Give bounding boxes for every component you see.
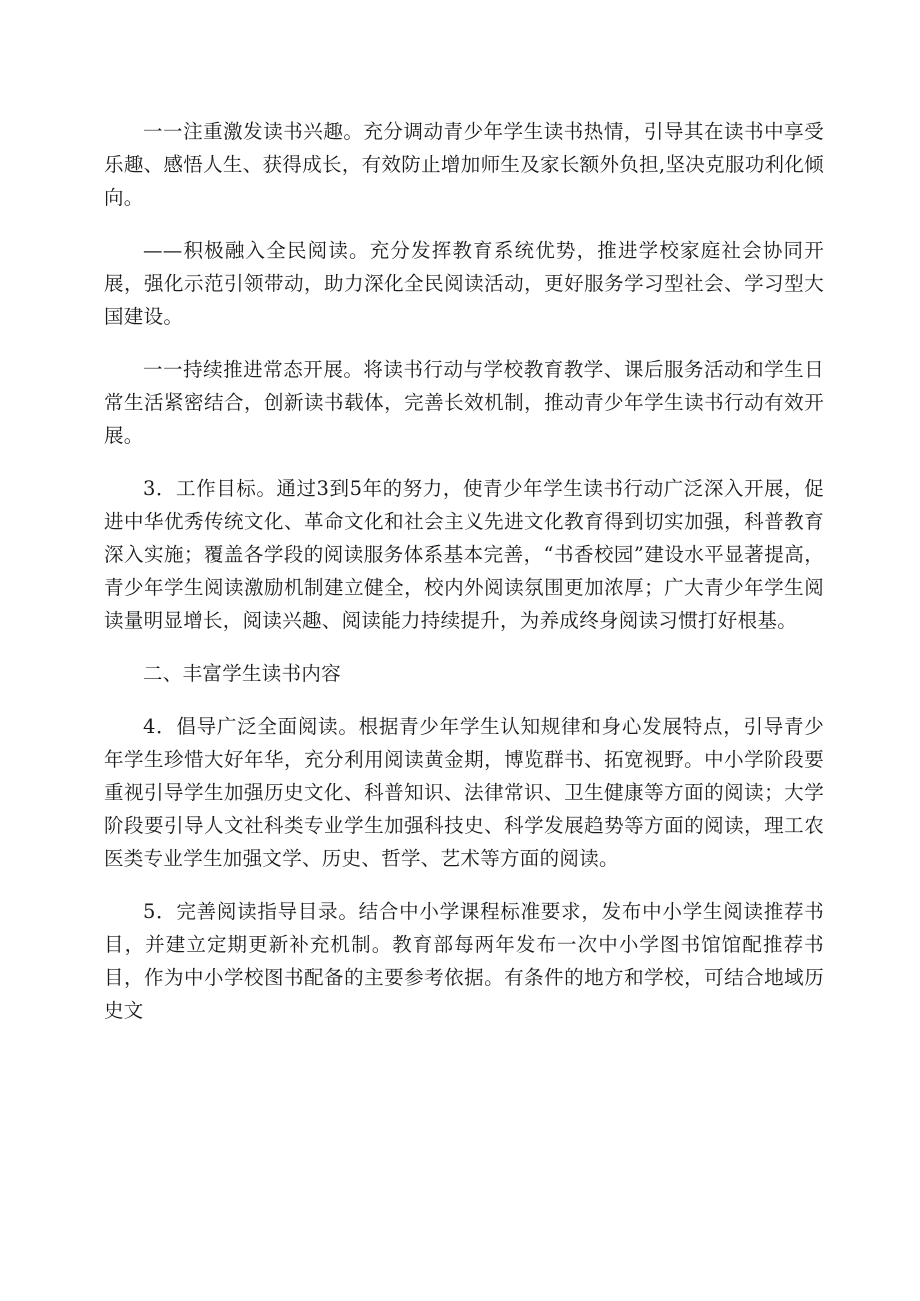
paragraph-broad-reading: 4．倡导广泛全面阅读。根据青少年学生认知规律和身心发展特点，引导青少年学生珍惜大好年华，充分利用阅读黄金期，博览群书、拓宽视野。中小学阶段要重视引导学生加强历史文化、科普知识、法律常识、卫生健康等方面的阅读；大学阶段要引导人文社科类专业学生加强科技史、科学发展趋势等方面的阅读，理工农医类专业学生加强文学、历史、哲学、艺术等方面的阅读。 <box>104 715 824 870</box>
paragraph-work-goals: 3．工作目标。通过3到5年的努力，使青少年学生读书行动广泛深入开展，促进中华优秀传统文化、革命文化和社会主义先进文化教育得到切实加强，科普教育深入实施；覆盖各学段的阅读服务体系基本完善，“书香校园”建设水平显著提高，青少年学生阅读激励机制建立健全，校内外阅读氛围更加浓厚；广大青少年学生阅读量明显增长，阅读兴趣、阅读能力持续提升，为养成终身阅读习惯打好根基。 <box>104 477 824 632</box>
paragraph-reading-interest: 一一注重激发读书兴趣。充分调动青少年学生读书热情，引导其在读书中享受乐趣、感悟人生、获得成长，有效防止增加师生及家长额外负担,坚决克服功利化倾向。 <box>104 120 824 209</box>
paragraph-regular-practice: 一一持续推进常态开展。将读书行动与学校教育教学、课后服务活动和学生日常生活紧密结合，创新读书载体，完善长效机制，推动青少年学生读书行动有效开展。 <box>104 358 824 447</box>
paragraph-national-reading: ——积极融入全民阅读。充分发挥教育系统优势，推进学校家庭社会协同开展，强化示范引领带动，助力深化全民阅读活动，更好服务学习型社会、学习型大国建设。 <box>104 239 824 328</box>
document-body <box>104 115 824 1047</box>
paragraph-reading-catalog: 5．完善阅读指导目录。结合中小学课程标准要求，发布中小学生阅读推荐书目，并建立定期更新补充机制。教育部每两年发布一次中小学图书馆馆配推荐书目，作为中小学校图书配备的主要参考依据。有条件的地方和学校，可结合地域历史文 <box>104 900 824 1022</box>
section-heading-reading-content: 二、丰富学生读书内容 <box>143 662 342 685</box>
